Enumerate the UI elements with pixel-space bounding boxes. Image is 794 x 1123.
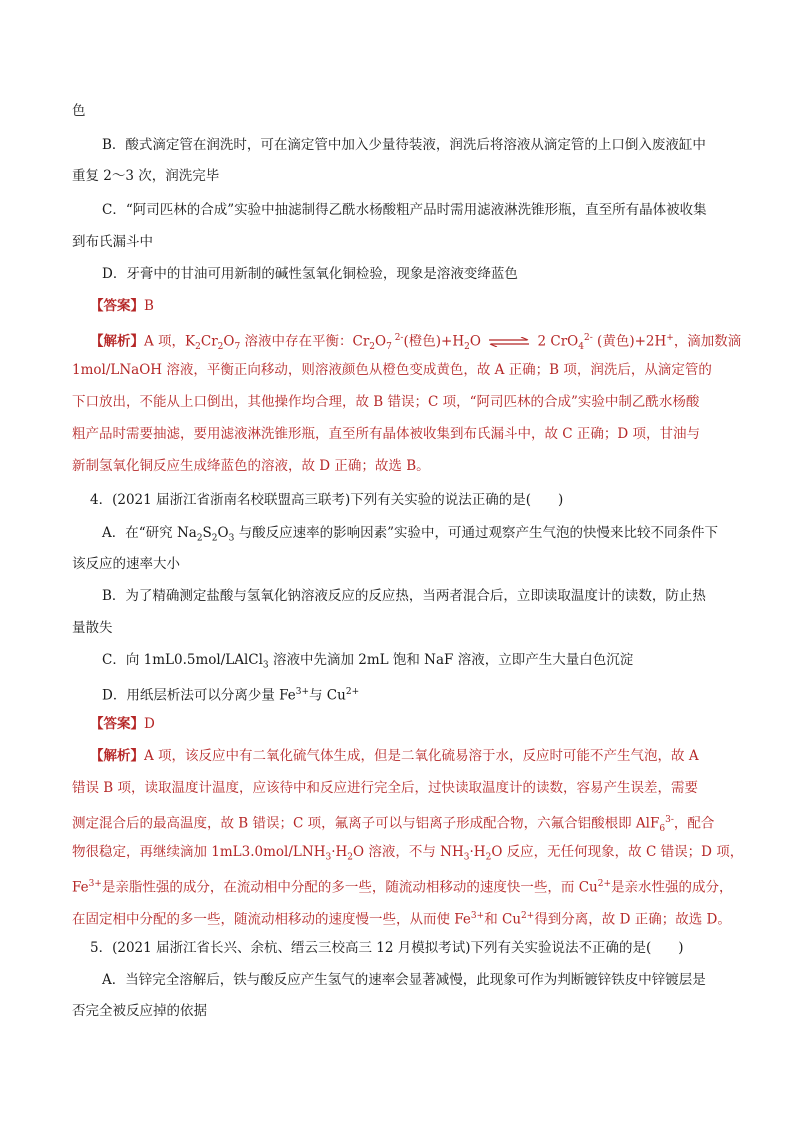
q3-option-c-line1: C．“阿司匹林的合成”实验中抽滤制得乙酰水杨酸粗产品时需用滤液淋洗锥形瓶，直至所有晶体被收集 bbox=[102, 202, 707, 218]
superscript: 2- bbox=[391, 333, 404, 343]
q3-analysis-line4: 粗产品时需要抽滤，要用滤液淋洗锥形瓶，直至所有晶体被收集到布氏漏斗中，故 C 正确；D 项，甘油与 bbox=[72, 426, 701, 442]
analysis-bracket-close: 】 bbox=[130, 333, 144, 350]
q3-option-b-line1: B．酸式滴定管在润洗时，可在滴定管中加入少量待装液，润洗后将溶液从滴定管的上口倒入废液缸中 bbox=[102, 137, 706, 153]
answer-bracket-open: 【 bbox=[90, 298, 104, 314]
q3-option-b-line2: 重复 2～3 次，润洗完毕 bbox=[72, 168, 220, 184]
text: (橙色)+H bbox=[403, 333, 465, 350]
q4-title: 4．(2021 届浙江省浙南名校联盟高三联考)下列有关实验的说法正确的是( ) bbox=[90, 492, 564, 508]
analysis-bracket-open: 【 bbox=[90, 748, 104, 764]
text: D．用纸层析法可以分离少量 Fe bbox=[102, 687, 296, 704]
text: O bbox=[223, 333, 235, 350]
q4-option-b-line1: B．为了精确测定盐酸与氢氧化钠溶液反应的反应热，当两者混合后，立即读取温度计的读数，防止热 bbox=[102, 588, 706, 604]
superscript: 2+ bbox=[597, 879, 612, 889]
q4-option-a-line2: 该反应的速率大小 bbox=[72, 556, 180, 572]
q3-option-d: D．牙膏中的甘油可用新制的碱性氢氧化铜检验，现象是溶液变绛蓝色 bbox=[102, 266, 518, 282]
subscript: 2 bbox=[211, 533, 218, 544]
text: A．在“研究 Na bbox=[102, 525, 197, 541]
q4-analysis-line1 bbox=[90, 747, 699, 765]
q5-option-a-line1: A．当锌完全溶解后，铁与酸反应产生氢气的速率会显著减慢，此现象可作为判断镀锌铁皮中锌镀层是 bbox=[102, 972, 706, 988]
text: O bbox=[469, 333, 481, 350]
subscript: 2 bbox=[195, 342, 201, 353]
answer-label: 答案 bbox=[103, 716, 131, 732]
q5-title: 5．(2021 届浙江省长兴、余杭、缙云三校高三 12 月模拟考试)下列有关实验说法不正确的是( ) bbox=[90, 940, 684, 956]
text: 测定混合后的最高温度，故 B 错误；C 项，氟离子可以与铝离子形成配合物，六氟合铝酸根即 AlF bbox=[72, 815, 660, 832]
q4-analysis-line3 bbox=[72, 811, 714, 838]
text: A 项，K bbox=[144, 333, 196, 350]
q4-analysis-line5 bbox=[72, 875, 733, 897]
text: ·H bbox=[469, 844, 486, 860]
answer-label: 答案 bbox=[103, 298, 131, 314]
text: 与酸反应速率的影响因素”实验中，可通过观察产生气泡的快慢来比较不同条件下 bbox=[234, 525, 719, 541]
q4-analysis-line6 bbox=[72, 907, 731, 929]
text: 溶液中存在平衡：Cr bbox=[240, 333, 370, 350]
superscript: 3+ bbox=[88, 879, 102, 889]
analysis-bracket-open: 【 bbox=[90, 333, 104, 350]
superscript: 2- bbox=[583, 333, 593, 343]
text: 溶液中先滴加 2mL 饱和 NaF 溶液，立即产生大量白色沉淀 bbox=[268, 652, 634, 668]
superscript: 3+ bbox=[470, 911, 485, 921]
subscript: 3 bbox=[325, 852, 332, 863]
analysis-label: 解析 bbox=[103, 748, 131, 764]
subscript: 2 bbox=[217, 342, 224, 353]
text: ·H bbox=[331, 844, 348, 860]
text: 在固定相中分配的多一些，随流动相移动的速度慢一些，从而使 Fe bbox=[72, 911, 471, 928]
text: ，滴加数滴 bbox=[673, 333, 742, 350]
text: O 反应，无任何现象，故 C 错误；D 项， bbox=[491, 844, 744, 860]
q3-analysis-line2: 1mol/LNaOH 溶液，平衡正向移动，则溶液颜色从橙色变成黄色，故 A 正确；B 项，润洗后，从滴定管的 bbox=[72, 362, 712, 378]
q4-option-c bbox=[102, 651, 633, 675]
q4-analysis-line4 bbox=[72, 843, 743, 867]
text: A 项，该反应中有二氧化硫气体生成，但是二氧化硫易溶于水，反应时可能不产生气泡，故 A bbox=[144, 748, 699, 764]
superscript: 2+ bbox=[345, 687, 360, 697]
subscript: 7 bbox=[234, 342, 241, 353]
text: 得到分离，故 D 正确；故选 D。 bbox=[534, 911, 731, 928]
answer-bracket-close: 】 bbox=[130, 716, 144, 732]
q5-option-a-line2: 否完全被反应掉的依据 bbox=[72, 1003, 207, 1019]
subscript: 2 bbox=[369, 342, 376, 353]
text: 是亲脂性强的成分，在流动相中分配的多一些，随流动相移动的速度快一些，而 Cu bbox=[101, 879, 598, 896]
subscript: 2 bbox=[464, 342, 470, 353]
subscript: 2 bbox=[196, 533, 203, 544]
subscript: 3 bbox=[262, 660, 269, 671]
q3-continued-text: 色 bbox=[72, 103, 86, 119]
superscript: 3+ bbox=[295, 687, 310, 697]
superscript: 3- bbox=[665, 815, 674, 825]
answer-bracket-close: 】 bbox=[130, 298, 144, 314]
analysis-bracket-close: 】 bbox=[130, 748, 144, 764]
subscript: 4 bbox=[578, 342, 584, 353]
text: 是亲水性强的成分， bbox=[611, 879, 733, 896]
q4-analysis-line2: 错误 B 项，读取温度计温度，应该待中和反应进行完全后，过快读取温度计的读数，容易产生误差，需要 bbox=[72, 780, 699, 796]
text: S bbox=[202, 525, 212, 541]
text: 与 Cu bbox=[309, 687, 346, 704]
answer-bracket-open: 【 bbox=[90, 716, 104, 732]
text: O bbox=[375, 333, 387, 350]
q3-analysis-line1 bbox=[90, 329, 741, 356]
q4-answer bbox=[90, 715, 155, 733]
subscript: 2 bbox=[485, 852, 492, 863]
subscript: 3 bbox=[463, 852, 470, 863]
text: O 溶液，不与 NH bbox=[353, 844, 464, 860]
text: C．向 1mL0.5mol/LAlCl bbox=[102, 652, 263, 668]
q4-option-d bbox=[102, 683, 359, 705]
text: Cr bbox=[200, 333, 218, 350]
text: 2 CrO bbox=[533, 333, 579, 350]
q3-analysis-line3: 下口放出，不能从上口倒出，其他操作均合理，故 B 错误；C 项，“阿司匹林的合成”实验中制乙酰水杨酸 bbox=[72, 394, 700, 410]
text: O bbox=[217, 525, 229, 541]
superscript: + bbox=[666, 333, 674, 343]
subscript: 6 bbox=[659, 824, 666, 835]
q3-analysis-line5: 新制氢氧化铜反应生成绛蓝色的溶液，故 D 正确；故选 B。 bbox=[72, 458, 430, 474]
text: ，配合 bbox=[673, 815, 715, 832]
text: 物很稳定，再继续滴加 1mL3.0mol/LNH bbox=[72, 844, 326, 860]
q4-option-b-line2: 量散失 bbox=[72, 620, 113, 636]
q4-option-a-line1 bbox=[102, 524, 718, 548]
subscript: 7 bbox=[386, 342, 392, 353]
subscript: 3 bbox=[228, 533, 235, 544]
q3-option-c-line2: 到布氏漏斗中 bbox=[72, 234, 153, 250]
text: 和 Cu bbox=[484, 911, 522, 928]
text: (黄色)+2H bbox=[592, 333, 667, 350]
subscript: 2 bbox=[347, 852, 354, 863]
answer-value: B bbox=[144, 298, 154, 314]
equilibrium-arrow-icon bbox=[487, 337, 531, 347]
text: Fe bbox=[72, 879, 89, 896]
analysis-label: 解析 bbox=[103, 333, 131, 350]
superscript: 2+ bbox=[521, 911, 535, 921]
answer-value: D bbox=[144, 716, 155, 732]
q3-answer bbox=[90, 297, 154, 315]
